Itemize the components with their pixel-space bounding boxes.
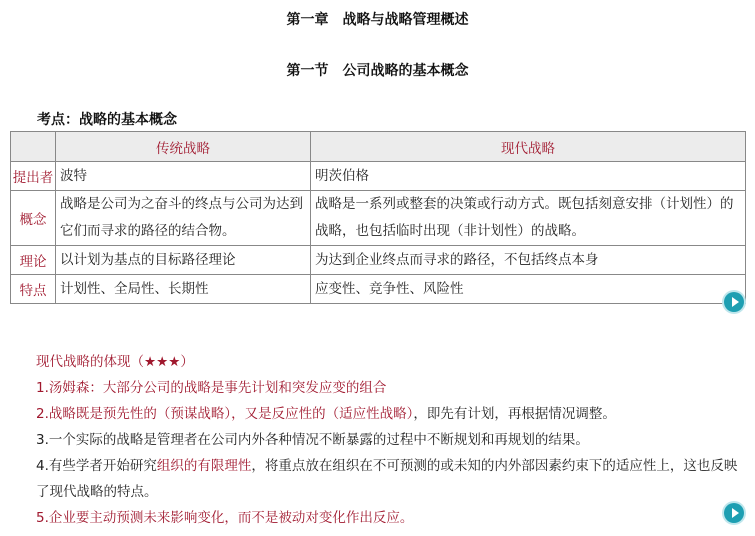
table-row	[11, 162, 746, 191]
note-item-2	[10, 401, 746, 427]
row-label: 提出者	[11, 162, 56, 191]
topic-title: 考点：战略的基本概念	[37, 112, 177, 128]
traditional-cell: 以计划为基点的目标路径理论	[56, 246, 311, 275]
traditional-cell: 计划性、全局性、长期性	[56, 275, 311, 304]
note-item-4-b: ，将重点放在组织在不可预测的或未知的内外部因素约束下的适应性上，这也反映了现代战略的特点。	[36, 458, 738, 500]
note-item-4-highlight: 组织的有限理性	[156, 458, 252, 474]
chapter-title: 第一章 战略与战略管理概述	[286, 12, 469, 28]
note-item-5: 5.企业要主动预测未来影响变化，而不是被动对变化作出反应。	[36, 510, 414, 526]
traditional-cell: 波特	[56, 162, 311, 191]
header-traditional: 传统战略	[56, 132, 311, 162]
notes-title-end: ）	[180, 354, 194, 370]
notes-title	[10, 349, 746, 375]
modern-cell: 明茨伯格	[311, 162, 746, 191]
row-label: 理论	[11, 246, 56, 275]
play-icon[interactable]	[724, 503, 744, 523]
note-item-3: 3.一个实际的战略是管理者在公司内外各种情况不断暴露的过程中不断规划和再规划的结果。	[36, 432, 589, 448]
modern-cell: 为达到企业终点而寻求的路径，不包括终点本身	[311, 246, 746, 275]
note-item-4	[10, 453, 746, 505]
row-label: 概念	[11, 191, 56, 246]
note-item-4-a: 4.有些学者开始研究	[36, 458, 157, 474]
table-row	[11, 246, 746, 275]
play-icon[interactable]	[724, 292, 744, 312]
table-header-row	[11, 132, 746, 162]
header-blank	[11, 132, 56, 162]
table-row	[11, 275, 746, 304]
section-title: 第一节 公司战略的基本概念	[286, 63, 469, 79]
table-row	[11, 191, 746, 246]
notes-title-text: 现代战略的体现（	[36, 354, 144, 370]
row-label: 特点	[11, 275, 56, 304]
note-item-1: 1.汤姆森：大部分公司的战略是事先计划和突发应变的组合	[36, 380, 387, 396]
star-rating: ★★★	[144, 354, 181, 370]
traditional-cell: 战略是公司为之奋斗的终点与公司为达到它们而寻求的路径的结合物。	[56, 191, 311, 246]
notes-section	[10, 349, 746, 531]
note-item-2-rest: ，即先有计划，再根据情况调整。	[413, 406, 616, 422]
comparison-table	[10, 131, 746, 304]
note-item-2-highlight: 2.战略既是预先性的（预谋战略），又是反应性的（适应性战略）	[36, 406, 414, 422]
modern-cell: 战略是一系列或整套的决策或行动方式。既包括刻意安排（计划性）的战略，也包括临时出现（非计划性）的战略。	[311, 191, 746, 246]
modern-cell: 应变性、竞争性、风险性	[311, 275, 746, 304]
header-modern: 现代战略	[311, 132, 746, 162]
